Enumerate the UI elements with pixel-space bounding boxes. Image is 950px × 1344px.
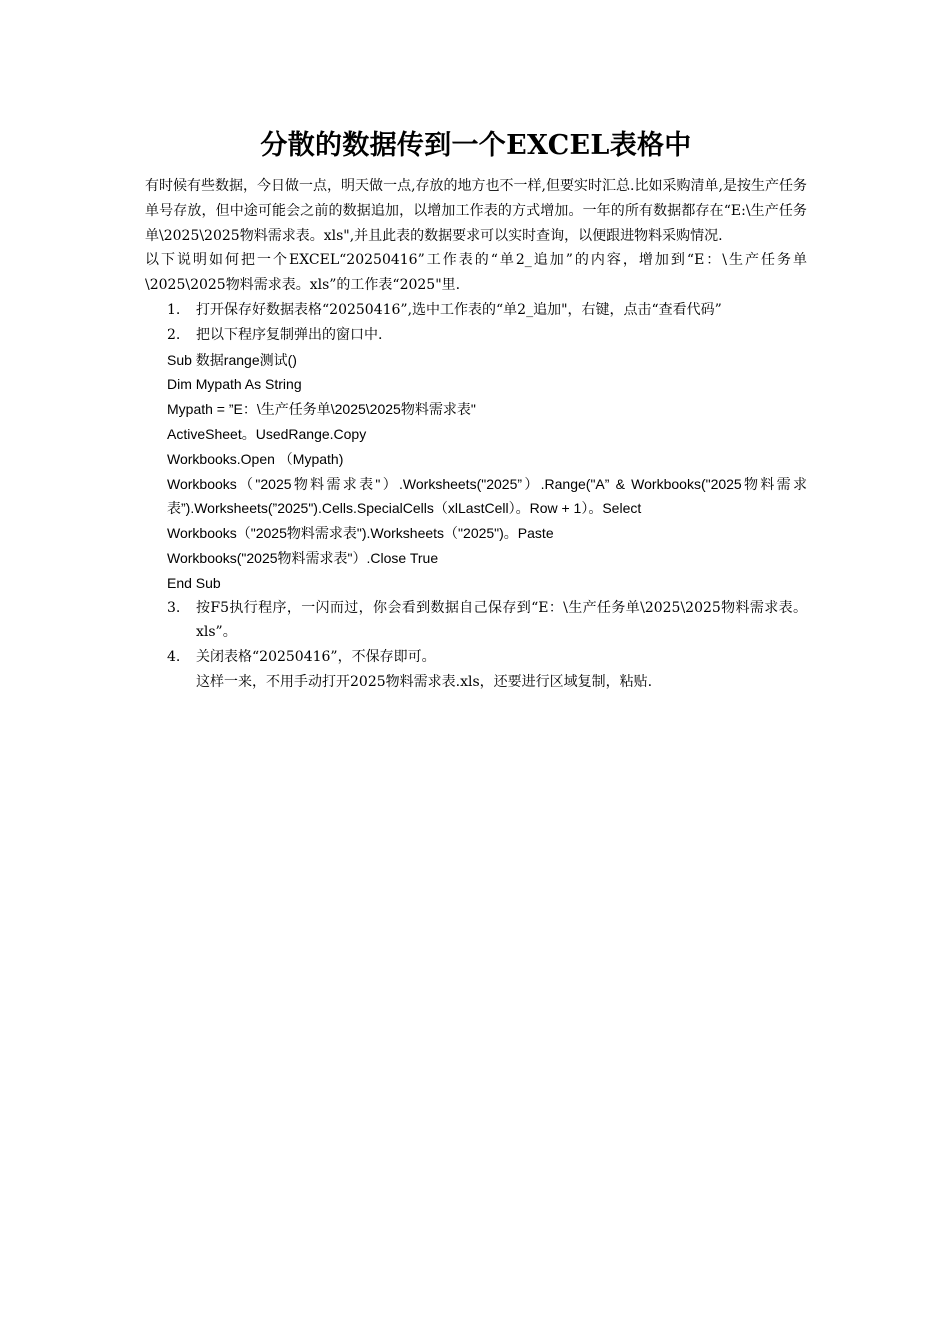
code-line: Workbooks.Open （Mypath)	[167, 450, 344, 467]
document-page	[145, 120, 807, 695]
step-1-number: 1.	[167, 301, 181, 318]
step-4-text: 关闭表格“20250416”，不保存即可。	[196, 649, 436, 666]
closing-paragraph: 这样一来，不用手动打开2025物料需求表.xls，还要进行区域复制，粘贴.	[196, 673, 653, 690]
code-line: Workbooks（"2025物料需求表").Worksheets（"2025")。Paste	[167, 525, 554, 542]
step-2-number: 2.	[167, 326, 181, 343]
intro-paragraph-2: 以下说明如何把一个EXCEL“20250416”工作表的“单2_追加”的内容，增加到“E：\生产任务单\2025\2025物料需求表。xls”的工作表“2025"里.	[145, 252, 807, 294]
code-line: Mypath = ”E：\生产任务单\2025\2025物料需求表"	[167, 401, 476, 418]
step-2-text: 把以下程序复制弹出的窗口中.	[196, 326, 383, 343]
code-line: Dim Mypath As String	[167, 376, 302, 393]
code-line: Sub 数据range测试()	[167, 351, 297, 368]
step-3	[145, 596, 807, 646]
document-title: 分散的数据传到一个EXCEL表格中	[260, 130, 692, 161]
intro-paragraph-1: 有时候有些数据，今日做一点，明天做一点,存放的地方也不一样,但要实时汇总.比如采购清单,是按生产任务单号存放，但中途可能会之前的数据追加，以增加工作表的方式增加。一年的所有数据都存在“E:\生产任务单\2025\2025物料需求表。xls",并且此表的数据要求可以实时查询，以便跟进物料采购情况.	[145, 178, 807, 244]
step-3-text: 按F5执行程序，一闪而过，你会看到数据自己保存到“E：\生产任务单\2025\2025物料需求表。xls”。	[196, 599, 807, 641]
step-1-text: 打开保存好数据表格“20250416”,选中工作表的“单2_追加"，右键，点击“查看代码”	[196, 301, 722, 318]
step-2	[145, 323, 807, 348]
code-line: End Sub	[167, 574, 221, 591]
step-4	[145, 645, 807, 670]
code-line: ActiveSheet。UsedRange.Copy	[167, 425, 367, 442]
step-1	[145, 298, 807, 323]
code-block	[145, 348, 807, 596]
code-line: Workbooks（"2025物料需求表"）.Worksheets("2025”）.Range("A” & Workbooks("2025物料需求表”).Worksheets(”2025").Cells.SpecialCells（xlLastCell）。Row + 1）。Select	[167, 475, 807, 517]
step-3-number: 3.	[167, 599, 181, 616]
code-line: Workbooks("2025物料需求表"）.Close True	[167, 549, 439, 566]
step-4-number: 4.	[167, 649, 181, 666]
